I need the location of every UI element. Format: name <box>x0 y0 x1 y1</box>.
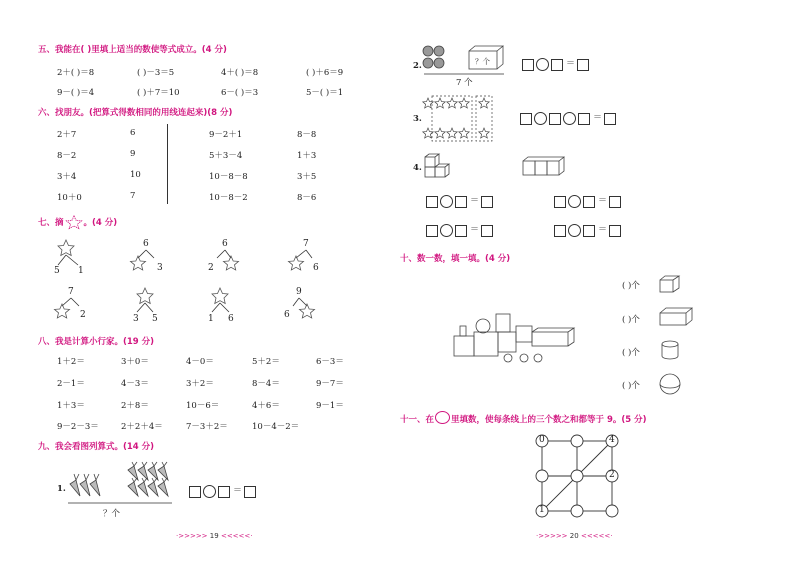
answer-box[interactable] <box>244 486 256 498</box>
operator-circle[interactable] <box>568 195 581 208</box>
tree2-right: 3 <box>157 263 163 273</box>
s8-r2-c5[interactable]: 9－7＝ <box>316 379 344 389</box>
s6-left-expr-2: 8－2 <box>57 151 77 161</box>
tree8-left: 6 <box>284 310 290 320</box>
s6-left-expr-1: 2＋7 <box>57 130 77 140</box>
tree6-left: 3 <box>133 314 139 324</box>
s9-item1-answer[interactable]: ＝ <box>189 484 258 498</box>
s6-right-expr-2: 5＋3－4 <box>209 151 243 161</box>
star-icon[interactable] <box>289 298 329 323</box>
section8-title: 八、我是计算小行家。(19 分) <box>38 337 155 347</box>
s6-left-num-1: 6 <box>130 128 136 138</box>
item4-label: 4. <box>413 163 422 173</box>
answer-box[interactable] <box>426 225 438 237</box>
item2-label: 2. <box>413 61 422 71</box>
s8-r4-c3[interactable]: 7－3＋2＝ <box>186 422 228 432</box>
item2-caption: 7 个 <box>456 78 473 88</box>
s6-left-num-3: 10 <box>130 170 141 180</box>
tree1-left: 5 <box>54 266 60 276</box>
answer-box[interactable] <box>583 196 595 208</box>
s8-r4-c2[interactable]: 2＋2＋4＝ <box>121 422 163 432</box>
item4-answer-1[interactable]: ＝ <box>426 194 495 208</box>
s5-r2-c2[interactable]: ( )＋7＝10 <box>137 88 180 98</box>
operator-circle[interactable] <box>536 58 549 71</box>
item3-answer[interactable]: ＝ <box>520 111 618 125</box>
tree7-left: 1 <box>208 314 214 324</box>
s6-right-val-1: 8－8 <box>297 130 317 140</box>
s11-title-head: 十一、在 <box>400 415 435 425</box>
circle-icon <box>435 411 450 424</box>
answer-box[interactable] <box>554 196 566 208</box>
tree5-top: 7 <box>68 287 74 297</box>
s6-right-expr-4: 10－8－2 <box>209 193 248 203</box>
tree7-right: 6 <box>228 314 234 324</box>
answer-box[interactable] <box>455 225 467 237</box>
operator-circle[interactable] <box>440 224 453 237</box>
s6-left-expr-3: 3＋4 <box>57 172 77 182</box>
s6-left-expr-4: 10＋0 <box>57 193 82 203</box>
tree4-right: 6 <box>313 263 319 273</box>
cube-row-icon <box>521 155 571 181</box>
page-number-20 <box>536 532 613 540</box>
star-icon[interactable] <box>52 298 92 323</box>
page-number-19 <box>176 532 253 540</box>
block-train-icon <box>452 312 582 364</box>
page-number: 20 <box>569 532 579 540</box>
s8-r1-c4[interactable]: 5＋2＝ <box>252 357 280 367</box>
tree3-left: 2 <box>208 263 214 273</box>
s8-r3-c2[interactable]: 2＋8＝ <box>121 401 149 411</box>
pager-arrows-left: ·>>>>> <box>176 532 208 540</box>
tree8-top: 9 <box>296 287 302 297</box>
grid-given-top-right: 4 <box>609 435 615 445</box>
star-icon <box>64 215 84 229</box>
s10-answer-1[interactable]: ( )个 <box>622 281 640 291</box>
star-icon[interactable] <box>211 250 251 275</box>
item2-box-text: ？个 <box>475 57 490 66</box>
tree6-right: 5 <box>152 314 158 324</box>
s5-r2-c3[interactable]: 6－( )＝3 <box>221 88 259 98</box>
s5-r2-c4[interactable]: 5－( )＝1 <box>306 88 344 98</box>
operator-circle[interactable] <box>568 224 581 237</box>
answer-box[interactable] <box>520 113 532 125</box>
s8-r2-c1[interactable]: 2－1＝ <box>57 379 85 389</box>
pager-arrows-right: <<<<<· <box>220 532 253 540</box>
star-icon[interactable] <box>286 250 326 275</box>
tree4-top: 7 <box>303 239 309 249</box>
section6-title: 六、找朋友。(把算式得数相同的用线连起来)(8 分) <box>38 108 233 118</box>
answer-box[interactable] <box>549 113 561 125</box>
answer-box[interactable] <box>218 486 230 498</box>
s8-r1-c3[interactable]: 4－0＝ <box>186 357 214 367</box>
answer-box[interactable] <box>609 225 621 237</box>
operator-circle[interactable] <box>534 112 547 125</box>
answer-box[interactable] <box>551 59 563 71</box>
balls-and-box-icon <box>422 44 512 78</box>
s8-r1-c1[interactable]: 1＋2＝ <box>57 357 85 367</box>
operator-circle[interactable] <box>440 195 453 208</box>
s9-item1-label: 1. <box>57 484 66 494</box>
section7-title <box>38 215 117 229</box>
item2-answer[interactable]: ＝ <box>522 57 591 71</box>
s6-left-num-2: 9 <box>130 149 136 159</box>
cube-stack-small-icon <box>423 155 463 181</box>
s5-r1-c1[interactable]: 2＋( )＝8 <box>57 68 95 78</box>
s10-answer-4[interactable]: ( )个 <box>622 381 640 391</box>
s8-r4-c4[interactable]: 10－4－2＝ <box>252 422 300 432</box>
answer-box[interactable] <box>481 196 493 208</box>
s6-left-num-4: 7 <box>130 191 136 201</box>
tree2-top: 6 <box>143 239 149 249</box>
grid-given-bottom-left: 1 <box>539 505 545 515</box>
s8-r1-c5[interactable]: 6－3＝ <box>316 357 344 367</box>
tree5-right: 2 <box>80 310 86 320</box>
item4-answer-4[interactable]: ＝ <box>554 223 623 237</box>
s5-r2-c1[interactable]: 9－( )＝4 <box>57 88 95 98</box>
answer-box[interactable] <box>577 59 589 71</box>
s8-r3-c4[interactable]: 4＋6＝ <box>252 401 280 411</box>
s8-r4-c1[interactable]: 9－2－3＝ <box>57 422 99 432</box>
carrot-group-icon <box>66 462 176 504</box>
pager-arrows-left: ·>>>>> <box>536 532 568 540</box>
answer-box[interactable] <box>583 225 595 237</box>
s8-r3-c5[interactable]: 9－1＝ <box>316 401 344 411</box>
cube-icon <box>659 275 681 293</box>
answer-box[interactable] <box>522 59 534 71</box>
s6-divider <box>167 124 168 204</box>
s5-r1-c4[interactable]: ( )＋6＝9 <box>306 68 344 78</box>
tree1-right: 1 <box>78 266 84 276</box>
operator-circle[interactable] <box>203 485 216 498</box>
answer-box[interactable] <box>609 196 621 208</box>
s8-r3-c1[interactable]: 1＋3＝ <box>57 401 85 411</box>
grid-given-top-left: 0 <box>539 435 545 445</box>
s10-answer-2[interactable]: ( )个 <box>622 315 640 325</box>
s6-right-expr-1: 9－2＋1 <box>209 130 243 140</box>
operator-circle[interactable] <box>563 112 576 125</box>
pager-arrows-right: <<<<<· <box>580 532 613 540</box>
answer-box[interactable] <box>578 113 590 125</box>
page-number: 19 <box>209 532 219 540</box>
s8-r1-c2[interactable]: 3＋0＝ <box>121 357 149 367</box>
answer-box[interactable] <box>455 196 467 208</box>
s8-r2-c2[interactable]: 4－3＝ <box>121 379 149 389</box>
s6-right-expr-3: 10－8－8 <box>209 172 248 182</box>
answer-box[interactable] <box>554 225 566 237</box>
s7-title-head: 七、摘 <box>38 218 64 228</box>
s6-right-val-3: 3＋5 <box>297 172 317 182</box>
s10-answer-3[interactable]: ( )个 <box>622 348 640 358</box>
section10-title: 十、数一数，填一填。(4 分) <box>400 254 511 264</box>
s11-title-tail: 里填数，使每条线上的三个数之和都等于 9。(5 分) <box>451 415 647 425</box>
s7-title-tail: 。(4 分) <box>83 218 118 228</box>
s8-r2-c4[interactable]: 8－4＝ <box>252 379 280 389</box>
s6-right-val-2: 1＋3 <box>297 151 317 161</box>
s8-r3-c3[interactable]: 10－6＝ <box>186 401 220 411</box>
answer-box[interactable] <box>426 196 438 208</box>
section9-title: 九、我会看图列算式。(14 分) <box>38 442 155 452</box>
section5-title: 五、我能在( )里填上适当的数使等式成立。(4 分) <box>38 45 227 55</box>
s5-r1-c2[interactable]: ( )－3＝5 <box>137 68 175 78</box>
s5-r1-c3[interactable]: 4＋( )＝8 <box>221 68 259 78</box>
answer-box[interactable] <box>604 113 616 125</box>
item4-answer-3[interactable]: ＝ <box>426 223 495 237</box>
grid-given-mid-right: 2 <box>609 470 615 480</box>
stars-group-icon <box>422 96 502 144</box>
s6-right-val-4: 8－6 <box>297 193 317 203</box>
section11-title <box>400 411 647 425</box>
answer-box[interactable] <box>189 486 201 498</box>
sphere-icon <box>659 373 681 395</box>
tree3-top: 6 <box>222 239 228 249</box>
answer-box[interactable] <box>481 225 493 237</box>
s9-item1-caption: ？个 <box>103 509 121 519</box>
cylinder-icon <box>660 340 680 360</box>
cuboid-icon <box>659 307 693 327</box>
s8-r2-c3[interactable]: 3＋2＝ <box>186 379 214 389</box>
item4-answer-2[interactable]: ＝ <box>554 194 623 208</box>
item3-label: 3. <box>413 114 422 124</box>
